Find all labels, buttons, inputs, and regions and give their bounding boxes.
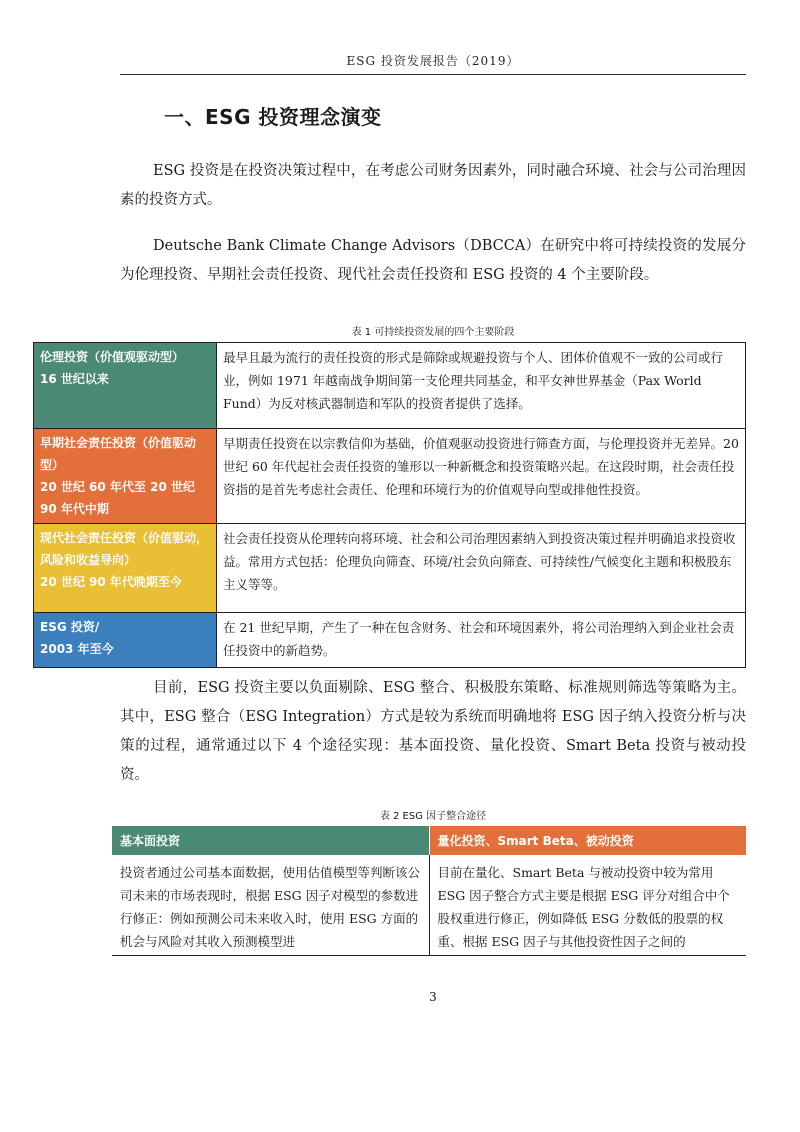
paragraph-current-strategies: 目前，ESG 投资主要以负面剔除、ESG 整合、积极股东策略、标准规则筛选等策略为主。其中，ESG 整合（ESG Integration）方式是较为系统而明确地将 ESG 因子纳入投资分析与决策的过程，通常通过以下 4 个途径实现：基本面投资、量化投资、Smart Beta 投资与被动投资。	[120, 680, 746, 783]
stage-description: 社会责任投资从伦理转向将环境、社会和公司治理因素纳入到投资决策过程并明确追求投资收益。常用方式包括：伦理负向筛查、环境/社会负向筛查、可持续性/气候变化主题和积极股东主义等等。	[217, 524, 746, 613]
stage-period: 20 世纪 90 年代晚期至今	[40, 575, 182, 589]
table-row	[34, 524, 746, 613]
table-header-row	[112, 826, 746, 855]
stage-description: 早期责任投资在以宗教信仰为基础，价值观驱动投资进行筛查方面，与伦理投资并无差异。20 世纪 60 年代起社会责任投资的雏形以一种新概念和投资策略兴起。在这段时期，社会责任投资指的是首先考虑社会责任、伦理和环境行为的价值观导向型或排他性投资。	[217, 429, 746, 524]
stage-label-cell	[34, 524, 217, 613]
column-header-fundamental: 基本面投资	[112, 826, 429, 855]
table1-caption: 表 1 可持续投资发展的四个主要阶段	[351, 327, 515, 338]
paragraph-dbcca: Deutsche Bank Climate Change Advisors（DBCCA）在研究中将可持续投资的发展分为伦理投资、早期社会责任投资、现代社会责任投资和 ESG 投资的 4 个主要阶段。	[120, 238, 746, 283]
stage-label-cell	[34, 613, 217, 668]
stage-name: 现代社会责任投资（价值驱动，风险和收益导向）	[40, 531, 209, 567]
fundamental-description: 投资者通过公司基本面数据，使用估值模型等判断该公司未来的市场表现时，根据 ESG 因子对模型的参数进行修正：例如预测公司未来收入时，使用 ESG 方面的机会与风险对其收入预测模型进	[112, 855, 429, 956]
stage-description: 最早且最为流行的责任投资的形式是筛除或规避投资与个人、团体价值观不一致的公司或行业，例如 1971 年越南战争期间第一支伦理共同基金，和平女神世界基金（Pax World Fund）为反对核武器制造和军队的投资者提供了选择。	[217, 343, 746, 429]
stage-name: ESG 投资/	[40, 620, 100, 634]
table2-caption: 表 2 ESG 因子整合途径	[379, 811, 487, 822]
quant-description: 目前在量化、Smart Beta 与被动投资中较为常用 ESG 因子整合方式主要是根据 ESG 评分对组合中个股权重进行修正，例如降低 ESG 分数低的股票的权重、根据 ESG 因子与其他投资性因子之间的	[429, 855, 746, 956]
integration-methods-table	[112, 826, 746, 956]
stage-name: 早期社会责任投资（价值驱动型）	[40, 436, 197, 472]
table-row	[34, 613, 746, 668]
running-header: ESG 投资发展报告（2019）	[346, 54, 520, 68]
stage-period: 2003 年至今	[40, 642, 114, 656]
stage-period: 16 世纪以来	[40, 372, 109, 386]
page-number: 3	[429, 990, 437, 1004]
paragraph-definition: ESG 投资是在投资决策过程中，在考虑公司财务因素外，同时融合环境、社会与公司治理因素的投资方式。	[120, 163, 746, 208]
table-row	[34, 429, 746, 524]
section-heading: 一、ESG 投资理念演变	[164, 105, 382, 129]
stage-description: 在 21 世纪早期，产生了一种在包含财务、社会和环境因素外，将公司治理纳入到企业社会责任投资中的新趋势。	[217, 613, 746, 668]
stage-label-cell	[34, 343, 217, 429]
stage-name: 伦理投资（价值观驱动型）	[40, 350, 185, 364]
table-row	[112, 855, 746, 956]
stage-period: 20 世纪 60 年代至 20 世纪 90 年代中期	[40, 480, 195, 516]
stages-table	[33, 342, 746, 668]
stage-label-cell	[34, 429, 217, 524]
column-header-quant: 量化投资、Smart Beta、被动投资	[429, 826, 746, 855]
header-rule	[120, 74, 746, 75]
table-row	[34, 343, 746, 429]
